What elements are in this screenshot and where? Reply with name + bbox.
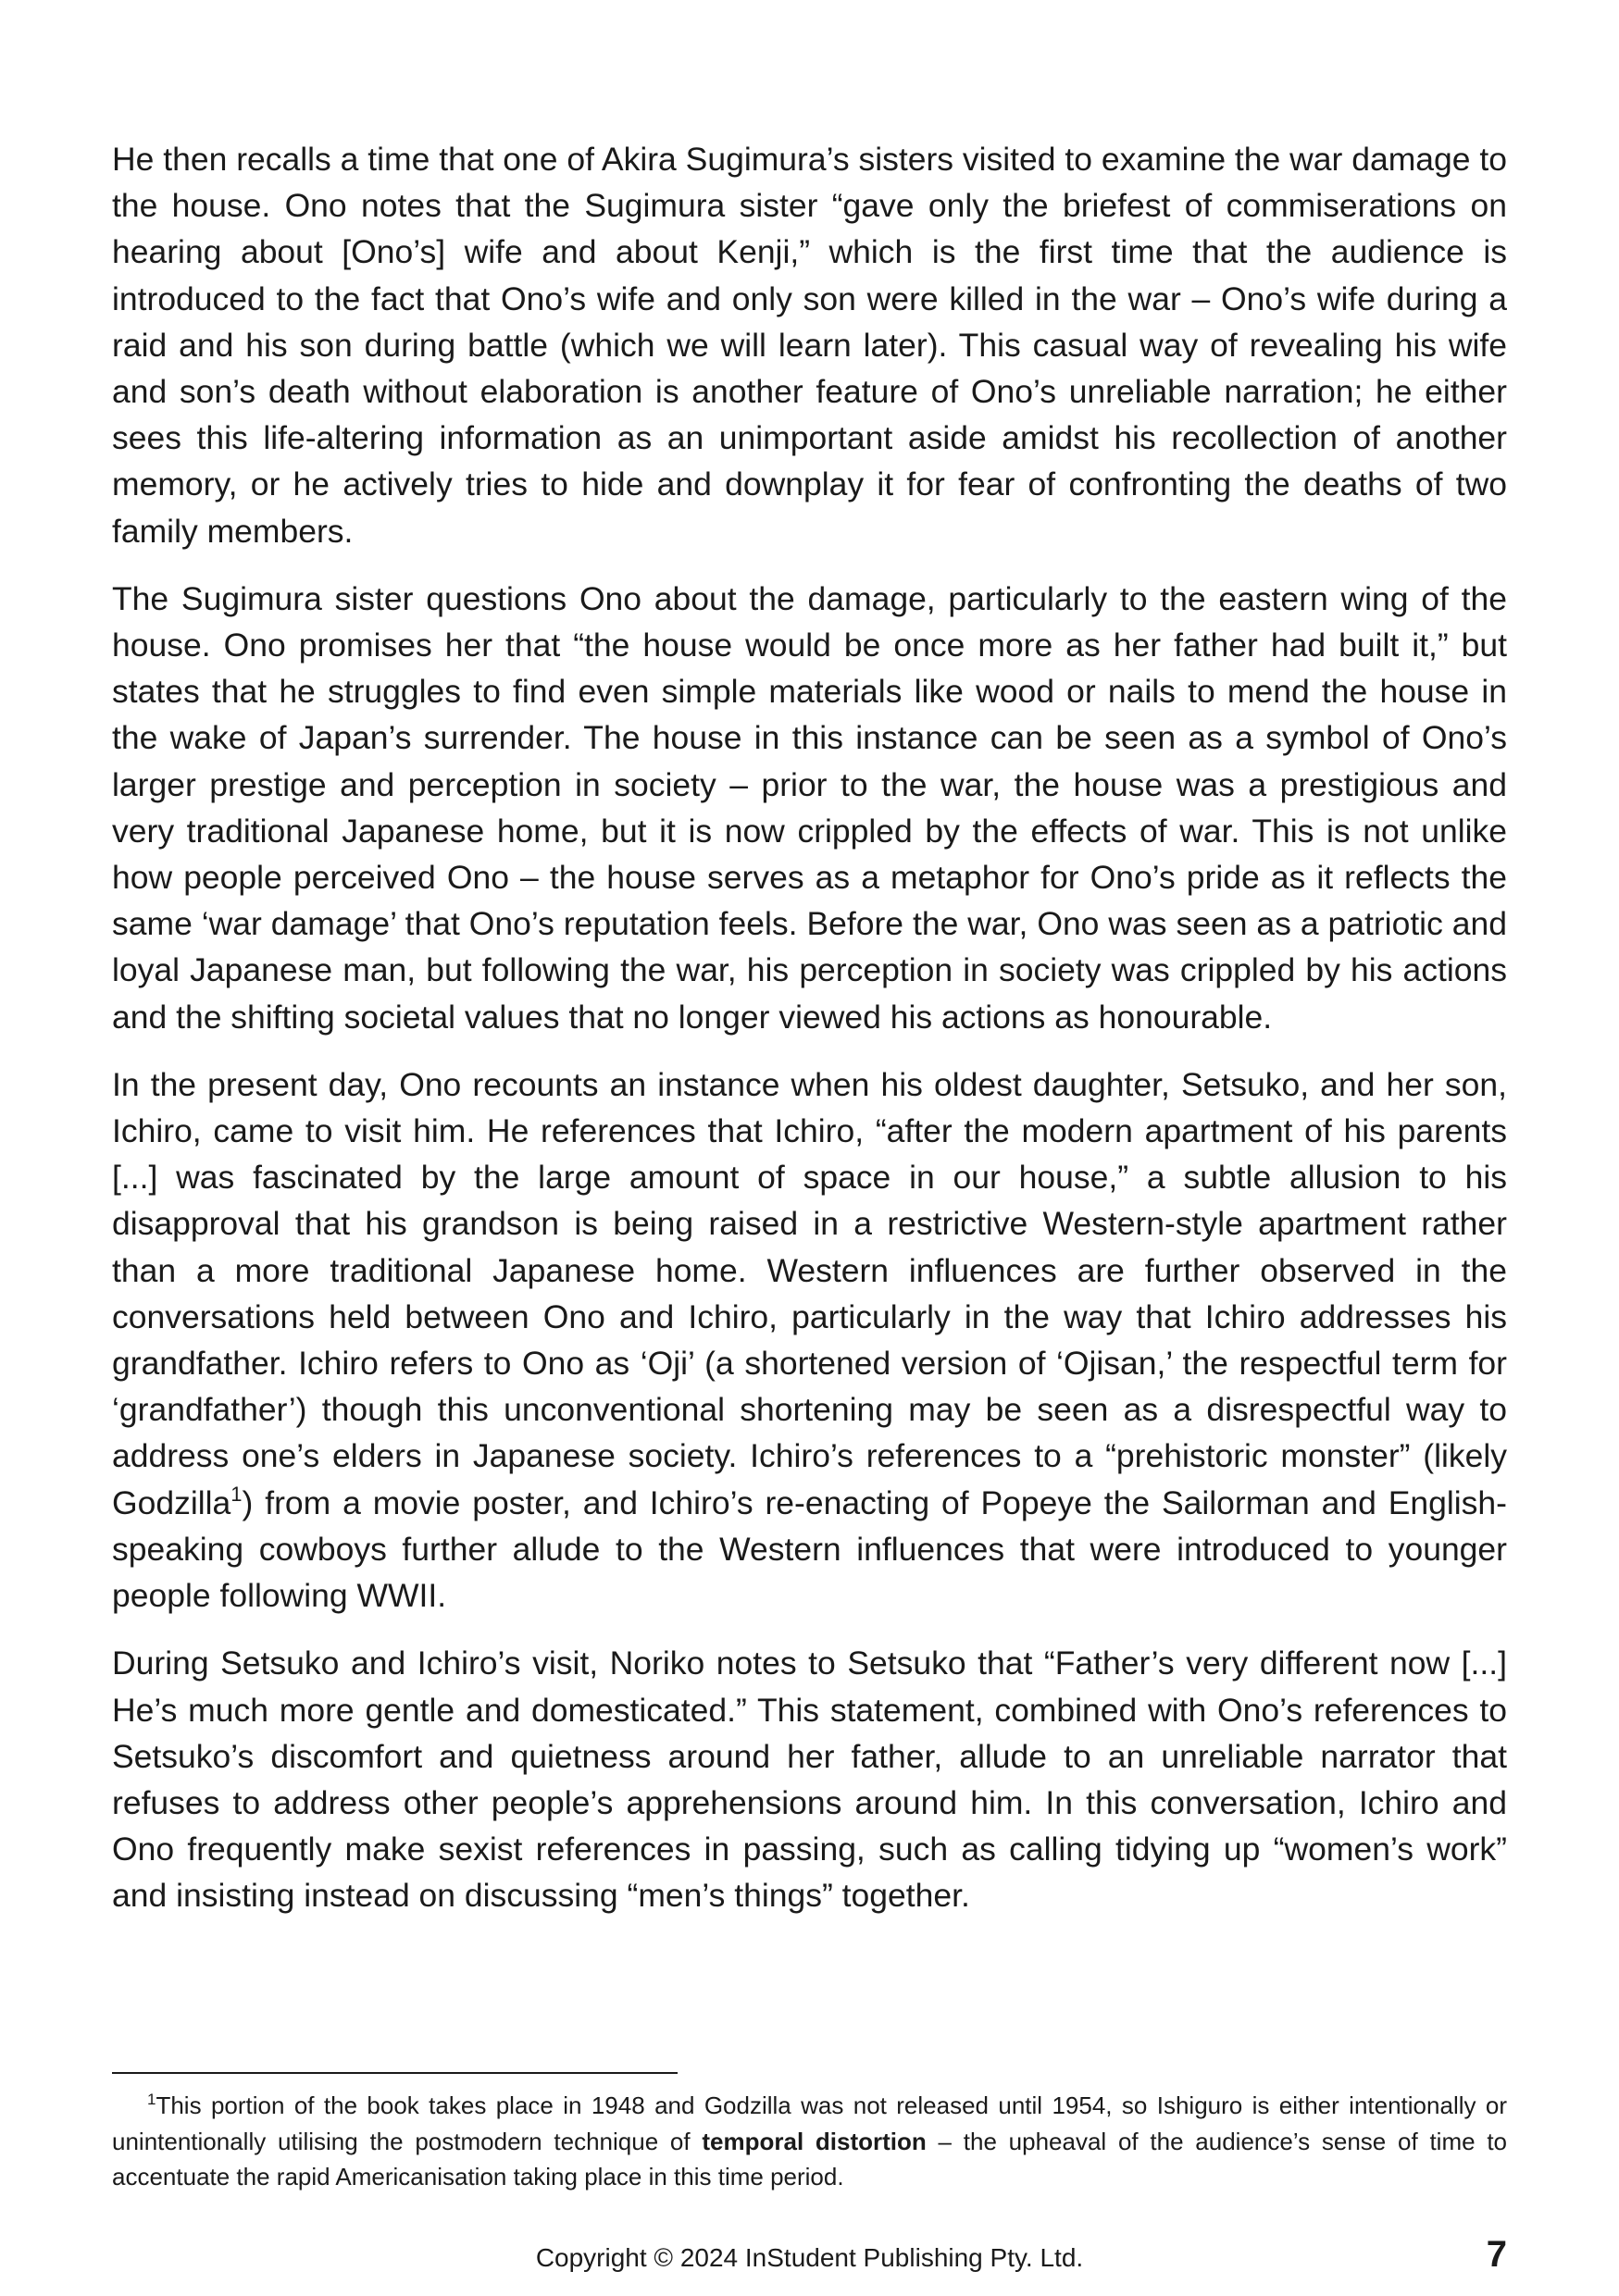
footnote-divider [112, 2072, 678, 2074]
paragraph-3-text-after-ref: ) from a movie poster, and Ichiro’s re-enacting of Popeye the Sailorman and English-speaking cowboys further allude to the Western influences that were introduced to younger people following WWII. [112, 1483, 1507, 1615]
paragraph-3-text-before-ref: In the present day, Ono recounts an instance when his oldest daughter, Setsuko, and her son, Ichiro, came to visit him. He references that Ichiro, “after the modern apartment of his parents [...] was fascinated by the large amount of space in our house,” a subtle allusion to his disapproval that his grandson is being raised in a restrictive Western-style apartment rather than a more traditional Japanese home. Western influences are further observed in the conversations held between Ono and Ichiro, particularly in the way that Ichiro addresses his grandfather. Ichiro refers to Ono as ‘Oji’ (a shortened version of ‘Ojisan,’ the respectful term for ‘grandfather’) though this unconventional shortening may be seen as a disrespectful way to address one’s elders in Japanese society. Ichiro’s references to a “prehistoric monster” (likely Godzilla [112, 1065, 1507, 1521]
paragraph-4: During Setsuko and Ichiro’s visit, Noriko notes to Setsuko that “Father’s very different now [...] He’s much more gentle and domesticated.” This statement, combined with Ono’s references to Setsuko’s discomfort and quietness around her father, allude to an unreliable narrator that refuses to address other people’s apprehensions around him. In this conversation, Ichiro and Ono frequently make sexist references in passing, such as calling tidying up “women’s work” and insisting instead on discussing “men’s things” together. [112, 1644, 1507, 1915]
footnote-bold-term: temporal distortion [702, 2127, 927, 2155]
footnote-text-before: This portion of the book takes place in 1948 and Godzilla was not released until 1954, so Ishiguro is either intentionally or unintentionally utilising the postmodern technique of [112, 2091, 1507, 2155]
footnote-reference-1: 1 [230, 1482, 243, 1506]
paragraph-2: The Sugimura sister questions Ono about the damage, particularly to the eastern wing of the house. Ono promises her that “the house would be once more as her father had built it,” but states that he struggles to find even simple materials like wood or nails to mend the house in the wake of Japan’s surrender. The house in this instance can be seen as a symbol of Ono’s larger prestige and perception in society – prior to the war, the house was a prestigious and very traditional Japanese home, but it is now crippled by the effects of war. This is not unlike how people perceived Ono – the house serves as a metaphor for Ono’s pride as it reflects the same ‘war damage’ that Ono’s reputation feels. Before the war, Ono was seen as a patriotic and loyal Japanese man, but following the war, his perception in society was crippled by his actions and the shifting societal values that no longer viewed his actions as honourable. [112, 579, 1507, 1036]
footnote-1 [112, 2088, 1507, 2195]
paragraph-1: He then recalls a time that one of Akira Sugimura’s sisters visited to examine the war damage to the house. Ono notes that the Sugimura sister “gave only the briefest of commiserations on hearing about [Ono’s] wife and about Kenji,” which is the first time that the audience is introduced to the fact that Ono’s wife and only son were killed in the war – Ono’s wife during a raid and his son during battle (which we will learn later). This casual way of revealing his wife and son’s death without elaboration is another feature of Ono’s unreliable narration; he either sees this life-altering information as an unimportant aside amidst his recollection of another memory, or he actively tries to hide and downplay it for fear of confronting the deaths of two family members. [112, 141, 1507, 550]
footnote-marker: 1 [147, 2091, 156, 2108]
footnote-text-after: – the upheaval of the audience’s sense of time to accentuate the rapid Americanisation taking place in this time period. [112, 2127, 1508, 2191]
body-text [112, 136, 1507, 1941]
paragraph-3 [112, 1061, 1507, 1619]
copyright-notice: Copyright © 2024 InStudent Publishing Pty. Ltd. [535, 2243, 1084, 2272]
page-number: 7 [1486, 2234, 1507, 2275]
